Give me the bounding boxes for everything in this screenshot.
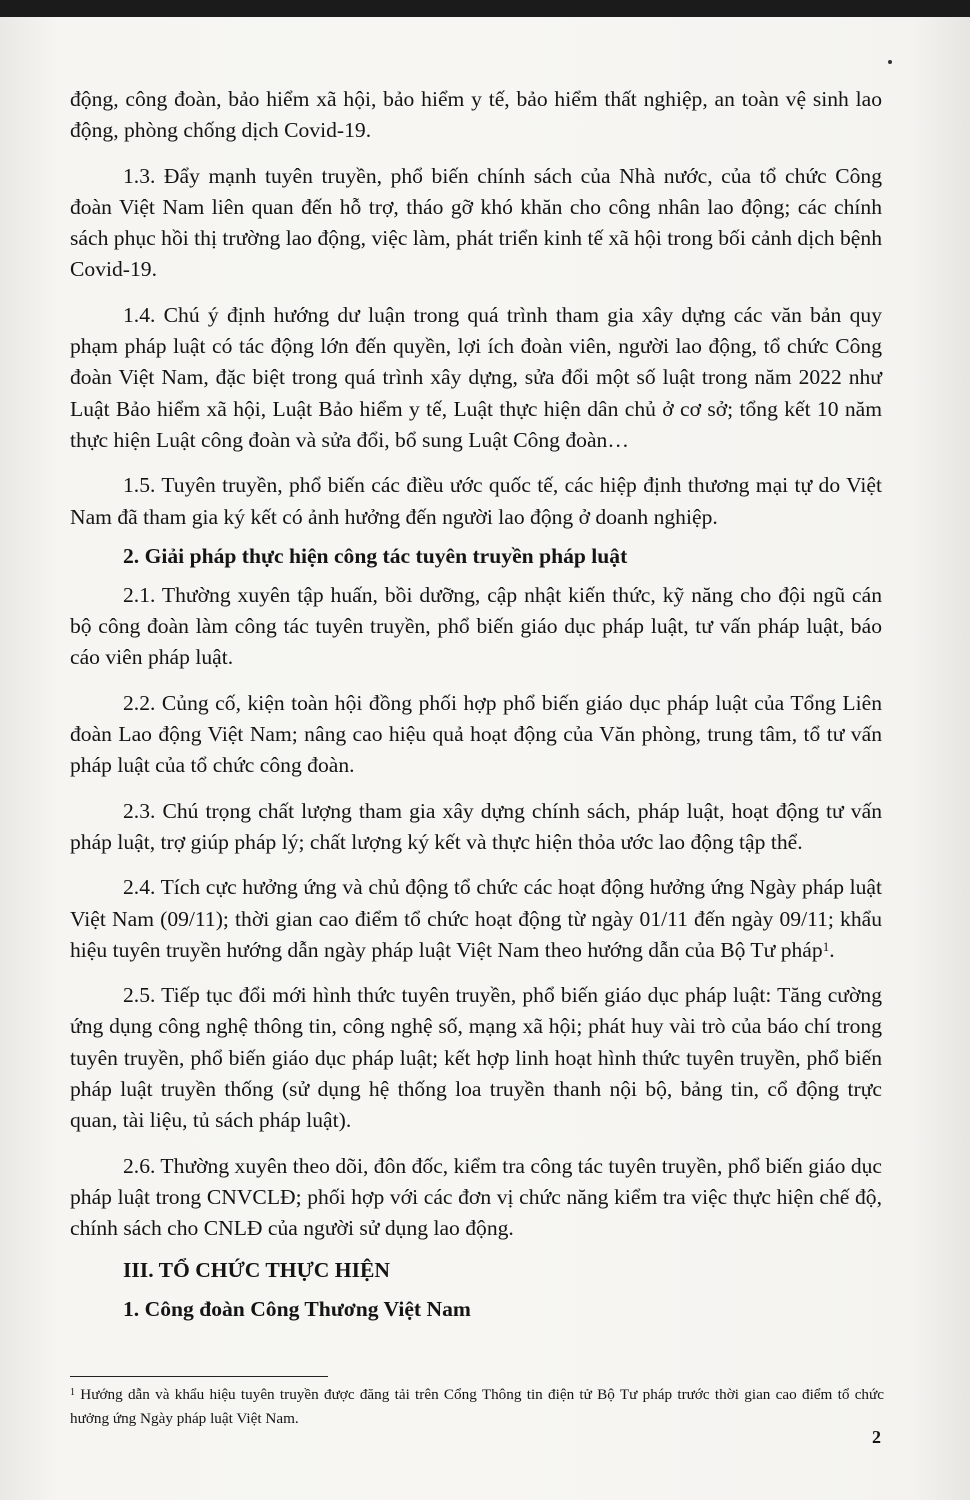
paragraph-1-5: 1.5. Tuyên truyền, phổ biến các điều ước quốc tế, các hiệp định thương mại tự do Việt Nam đã tham gia ký kết có ảnh hưởng đến người lao động ở doanh nghiệp. — [70, 473, 882, 529]
paragraph-2-4-end: . — [829, 937, 835, 962]
section-heading-III: III. TỔ CHỨC THỰC HIỆN — [123, 1257, 390, 1282]
paragraph-2-2: 2.2. Củng cố, kiện toàn hội đồng phối hợp phổ biến giáo dục pháp luật của Tổng Liên đoàn Lao động Việt Nam; nâng cao hiệu quả hoạt động của Văn phòng, trung tâm, tổ tư vấn pháp luật của tổ chức công đoàn. — [70, 690, 882, 778]
footnote-reference[interactable]: 1 — [822, 938, 830, 954]
footnote — [70, 1383, 884, 1431]
footnote-marker: 1 — [70, 1387, 75, 1398]
paragraph-2-4 — [70, 872, 882, 966]
paragraph-1-4: 1.4. Chú ý định hướng dư luận trong quá trình tham gia xây dựng các văn bản quy phạm pháp luật có tác động lớn đến quyền, lợi ích đoàn viên, người lao động, tổ chức Công đoàn Việt Nam, đặc biệt trong quá trình xây dựng, sửa đổi một số luật trong năm 2022 như Luật Bảo hiểm xã hội, Luật Bảo hiểm y tế, Luật thực hiện dân chủ ở cơ sở; tổng kết 10 năm thực hiện Luật công đoàn và sửa đổi, bổ sung Luật Công đoàn… — [70, 302, 882, 452]
footnote-separator — [70, 1376, 328, 1377]
paragraph-2-4-text: 2.4. Tích cực hưởng ứng và chủ động tổ chức các hoạt động hưởng ứng Ngày pháp luật Việt Nam (09/11); thời gian cao điểm tổ chức hoạt động từ ngày 01/11 đến ngày 09/11; khẩu hiệu tuyên truyền hướng dẫn ngày pháp luật Việt Nam theo hướng dẫn của Bộ Tư pháp — [70, 875, 882, 962]
paragraph-2-5: 2.5. Tiếp tục đổi mới hình thức tuyên truyền, phổ biến giáo dục pháp luật: Tăng cường ứng dụng công nghệ thông tin, công nghệ số, mạng xã hội; phát huy vài trò của báo chí trong tuyên truyền, phổ biến giáo dục pháp luật; kết hợp linh hoạt hình thức tuyên truyền, phổ biến pháp luật truyền thống (sử dụng hệ thống loa truyền thanh nội bộ, bảng tin, cổ động trực quan, tài liệu, tủ sách pháp luật). — [70, 983, 882, 1133]
footnote-text: Hướng dẫn và khẩu hiệu tuyên truyền được đăng tải trên Cổng Thông tin điện tử Bộ Tư pháp trước thời gian cao điểm tổ chức hưởng ứng Ngày pháp luật Việt Nam. — [70, 1386, 885, 1427]
speck-mark — [888, 60, 892, 64]
paragraph-continuation: động, công đoàn, bảo hiểm xã hội, bảo hiểm y tế, bảo hiểm thất nghiệp, an toàn vệ sinh lao động, phòng chống dịch Covid-19. — [70, 87, 882, 143]
document-body — [70, 84, 882, 1339]
subheading-cong-doan-cong-thuong: 1. Công đoàn Công Thương Việt Nam — [123, 1296, 471, 1321]
paragraph-2-6: 2.6. Thường xuyên theo dõi, đôn đốc, kiểm tra công tác tuyên truyền, phổ biến giáo dục pháp luật trong CNVCLĐ; phối hợp với các đơn vị chức năng kiểm tra việc thực hiện chế độ, chính sách cho CNLĐ của người sử dụng lao động. — [70, 1153, 882, 1241]
paragraph-1-3: 1.3. Đẩy mạnh tuyên truyền, phổ biến chính sách của Nhà nước, của tổ chức Công đoàn Việt Nam liên quan đến hỗ trợ, tháo gỡ khó khăn cho công nhân lao động; các chính sách phục hồi thị trường lao động, việc làm, phát triển kinh tế xã hội trong bối cảnh dịch bệnh Covid-19. — [70, 163, 882, 282]
top-dark-bar — [0, 0, 970, 17]
paragraph-2-3: 2.3. Chú trọng chất lượng tham gia xây dựng chính sách, pháp luật, hoạt động tư vấn pháp luật, trợ giúp pháp lý; chất lượng ký kết và thực hiện thỏa ước lao động tập thể. — [70, 798, 882, 854]
paragraph-2-1: 2.1. Thường xuyên tập huấn, bồi dưỡng, cập nhật kiến thức, kỹ năng cho đội ngũ cán bộ công đoàn làm công tác tuyên truyền, phổ biến giáo dục pháp luật, tư vấn pháp luật, báo cáo viên pháp luật. — [70, 582, 882, 670]
heading-solutions: 2. Giải pháp thực hiện công tác tuyên truyền pháp luật — [123, 543, 628, 568]
page-number: 2 — [872, 1427, 881, 1447]
